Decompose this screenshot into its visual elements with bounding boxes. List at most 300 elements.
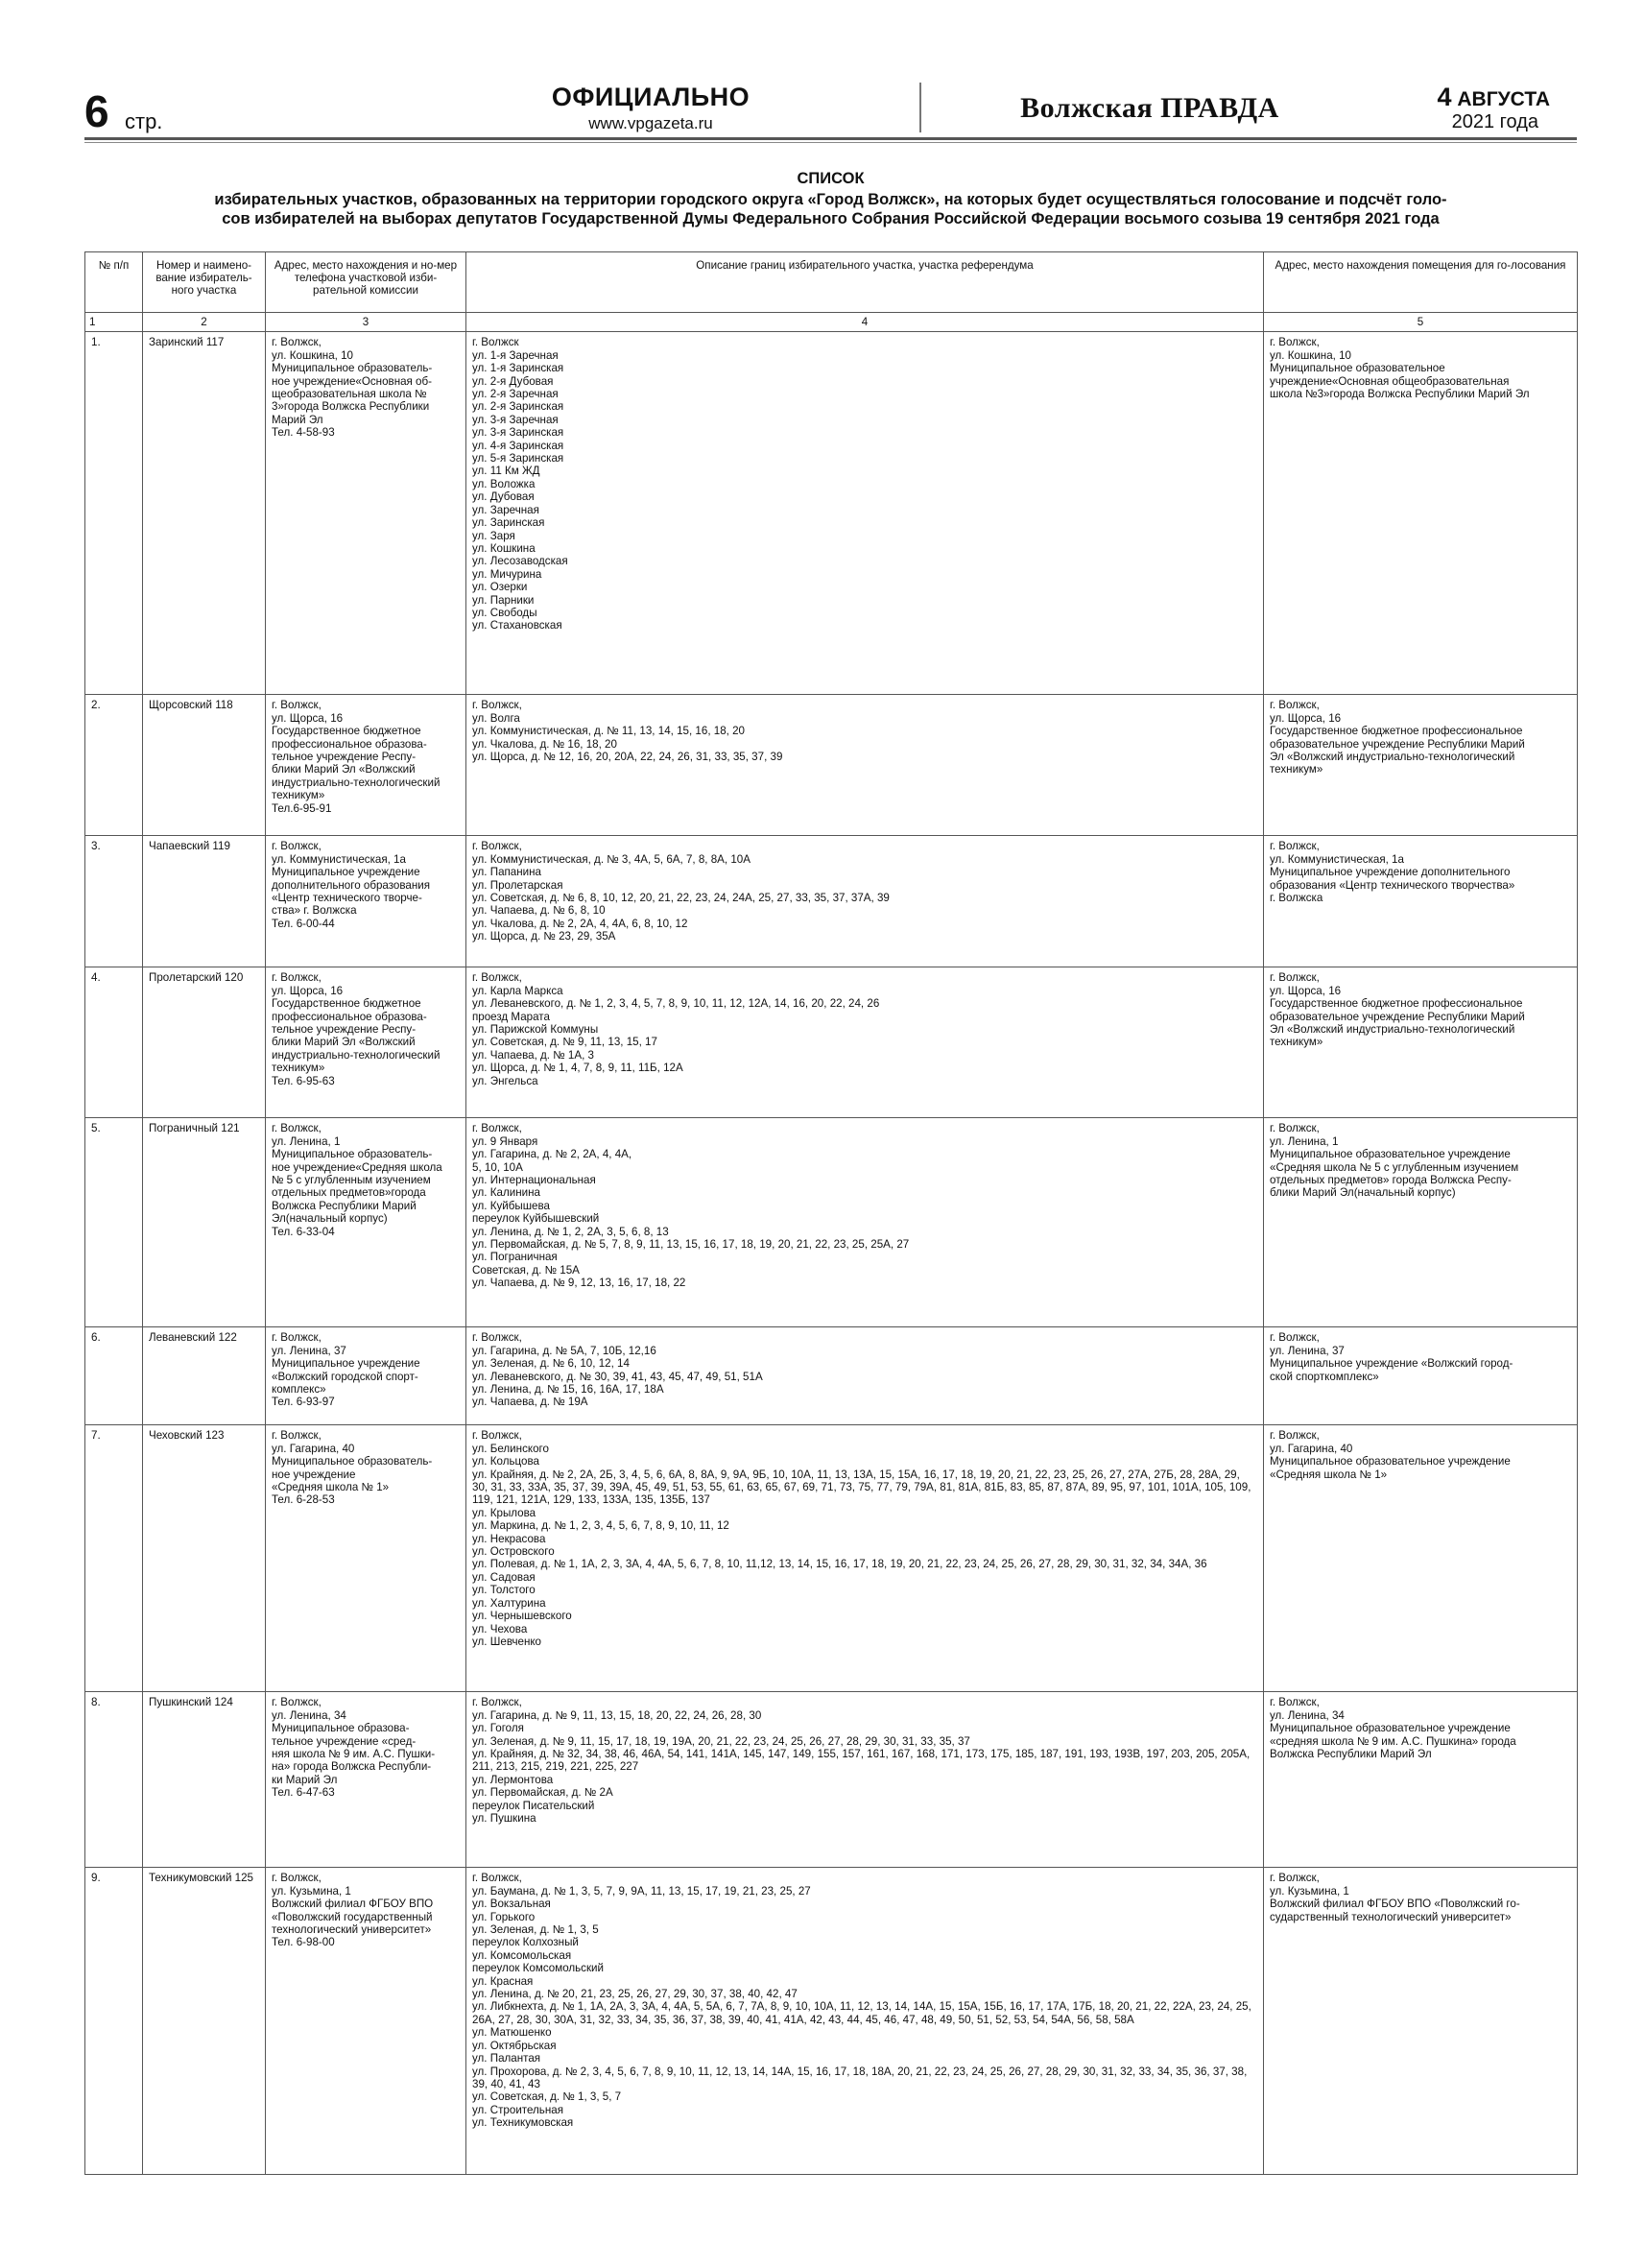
voting-place-line: Эл «Волжский индустриально-технологический xyxy=(1270,751,1515,764)
commission-line: дополнительного образования xyxy=(272,878,430,892)
column-number: 5 xyxy=(1264,313,1578,332)
commission-line: г. Волжск, xyxy=(272,336,322,349)
description-line: ул. 11 Км ЖД xyxy=(472,465,540,478)
description-line: ул. Зеленая, д. № 9, 11, 15, 17, 18, 19, 19А, 20, 21, 22, 23, 24, 25, 26, 27, 28, 29, 30, 31, 33, 35, 37 xyxy=(472,1734,970,1748)
description-line: ул. Воложка xyxy=(472,477,536,490)
voting-place-line: г. Волжск, xyxy=(1270,699,1320,712)
station-number xyxy=(85,695,143,836)
table-row xyxy=(85,836,1578,967)
description-line: ул. Чапаева, д. № 19А xyxy=(472,1396,588,1409)
voting-place-line: техникум» xyxy=(1270,763,1323,776)
table-row xyxy=(85,1118,1578,1327)
station-name-text: Чеховский 123 xyxy=(149,1429,225,1443)
commission-line: г. Волжск, xyxy=(272,1122,322,1135)
boundaries-description xyxy=(466,1118,1264,1327)
commission-line: «Волжский городской спорт- xyxy=(272,1370,418,1383)
commission-line: Государственное бюджетное xyxy=(272,725,421,738)
commission-line: Государственное бюджетное xyxy=(272,997,421,1011)
voting-place-line: Муниципальное образовательное учреждение xyxy=(1270,1722,1511,1735)
description-line: г. Волжск, xyxy=(472,1696,522,1709)
voting-place-line: «Средняя школа № 1» xyxy=(1270,1468,1388,1481)
description-line: ул. Горького xyxy=(472,1910,536,1923)
commission-line: Волжска Республики Марий xyxy=(272,1199,417,1212)
commission-line: № 5 с углубленным изучением xyxy=(272,1174,431,1187)
voting-place-line: техникум» xyxy=(1270,1036,1323,1049)
voting-place-line: г. Волжск, xyxy=(1270,971,1320,985)
description-line: ул. Гагарина, д. № 5А, 7, 10Б, 12,16 xyxy=(472,1344,656,1357)
voting-place-line: Волжский филиал ФГБОУ ВПО «Поволжский го- xyxy=(1270,1898,1520,1911)
commission-address xyxy=(266,967,466,1118)
table-row xyxy=(85,695,1578,836)
voting-place-line: Волжска Республики Марий Эл xyxy=(1270,1748,1432,1761)
commission-address xyxy=(266,1425,466,1692)
description-line: ул. Строительная xyxy=(472,2103,563,2116)
issue-date xyxy=(1438,83,1551,112)
table-row xyxy=(85,1868,1578,2175)
commission-line: Эл(начальный корпус) xyxy=(272,1212,388,1226)
station-name xyxy=(143,695,266,836)
boundaries-description xyxy=(466,1868,1264,2175)
commission-line: 3»города Волжска Республики xyxy=(272,400,430,414)
station-name-text: Щорсовский 118 xyxy=(149,699,233,712)
description-line: ул. Волга xyxy=(472,711,520,725)
column-number: 4 xyxy=(466,313,1264,332)
description-line: проезд Марата xyxy=(472,1010,550,1023)
voting-place-line: г. Волжск, xyxy=(1270,1429,1320,1443)
description-line: ул. 1-я Заринская xyxy=(472,362,564,375)
description-line: г. Волжск, xyxy=(472,840,522,853)
commission-line: ное учреждение xyxy=(272,1468,356,1481)
commission-line: г. Волжск, xyxy=(272,1331,322,1345)
commission-line: Тел. 6-00-44 xyxy=(272,917,335,930)
station-name-text: Пушкинский 124 xyxy=(149,1696,233,1709)
commission-line: г. Волжск, xyxy=(272,1429,322,1443)
voting-place-line: ул. Ленина, 1 xyxy=(1270,1134,1339,1148)
commission-line: Тел. 6-33-04 xyxy=(272,1225,335,1238)
description-line: ул. Крылова xyxy=(472,1506,536,1519)
commission-line: ул. Ленина, 37 xyxy=(272,1344,346,1357)
voting-place-line: «средняя школа № 9 им. А.С. Пушкина» города xyxy=(1270,1734,1516,1748)
station-number-text: 1. xyxy=(91,336,101,349)
station-number xyxy=(85,1118,143,1327)
description-line: ул. Первомайская, д. № 2А xyxy=(472,1786,613,1800)
commission-line: г. Волжск, xyxy=(272,1872,322,1885)
commission-line: тельное учреждение Респу- xyxy=(272,751,417,764)
voting-place-line: г. Волжск, xyxy=(1270,840,1320,853)
station-number-text: 4. xyxy=(91,971,101,985)
commission-line: «Центр технического творче- xyxy=(272,892,422,905)
commission-line: Муниципальное образова- xyxy=(272,1722,410,1735)
description-line: ул. Озерки xyxy=(472,581,528,594)
description-line: ул. Полевая, д. № 1, 1А, 2, 3, 3А, 4, 4А, 5, 6, 7, 8, 10, 11,12, 13, 14, 15, 16, 17, 18, 19, 20, 21, 22, 23, 24, 25, 26, 27, 28, 29, 30, 31, 32, 34, 34А, 36 xyxy=(472,1558,1207,1571)
description-line: ул. Гагарина, д. № 2, 2А, 4, 4А, xyxy=(472,1148,632,1161)
commission-line: профессиональное образова- xyxy=(272,1010,427,1023)
commission-line: Марий Эл xyxy=(272,413,323,426)
station-number xyxy=(85,1327,143,1425)
boundaries-description xyxy=(466,695,1264,836)
description-line: ул. Куйбышева xyxy=(472,1199,550,1212)
column-number: 1 xyxy=(85,313,143,332)
description-line: ул. Советская, д. № 9, 11, 13, 15, 17 xyxy=(472,1036,657,1049)
description-line: ул. 9 Января xyxy=(472,1134,538,1148)
commission-line: ул. Щорса, 16 xyxy=(272,984,344,997)
voting-place-line: Государственное бюджетное профессиональное xyxy=(1270,997,1523,1011)
commission-line: г. Волжск, xyxy=(272,1696,322,1709)
description-line: переулок Писательский xyxy=(472,1799,595,1812)
header-commission-address: Адрес, место нахождения и но-мер телефона участковой изби-рательной комиссии xyxy=(266,252,466,313)
description-line: ул. Садовая xyxy=(472,1570,536,1584)
boundaries-description xyxy=(466,967,1264,1118)
commission-line: ул. Ленина, 34 xyxy=(272,1708,346,1722)
description-line: ул. Зеленая, д. № 6, 10, 12, 14 xyxy=(472,1357,630,1371)
description-line: ул. Красная xyxy=(472,1974,534,1988)
description-line: ул. Халтурина xyxy=(472,1596,546,1610)
description-line: г. Волжск, xyxy=(472,1122,522,1135)
voting-place-address xyxy=(1264,836,1578,967)
voting-place-line: ул. Кошкина, 10 xyxy=(1270,348,1351,362)
description-line: ул. Чкалова, д. № 16, 18, 20 xyxy=(472,737,617,751)
commission-line: ул. Коммунистическая, 1а xyxy=(272,852,406,866)
station-number xyxy=(85,1692,143,1868)
commission-line: ки Марий Эл xyxy=(272,1773,338,1786)
commission-line: тельное учреждение Респу- xyxy=(272,1023,417,1037)
page-suffix: стр. xyxy=(125,109,163,133)
station-number-text: 7. xyxy=(91,1429,101,1443)
website-link[interactable]: www.vpgazeta.ru xyxy=(588,114,713,132)
description-line: г. Волжск, xyxy=(472,699,522,712)
commission-line: Муниципальное образователь- xyxy=(272,1148,433,1161)
voting-place-line: «Средняя школа № 5 с углубленным изучением xyxy=(1270,1160,1519,1174)
description-line: ул. Кольцова xyxy=(472,1455,539,1468)
voting-place-address xyxy=(1264,1118,1578,1327)
commission-line: Тел. 6-95-63 xyxy=(272,1074,335,1087)
commission-line: технологический университет» xyxy=(272,1923,432,1937)
voting-place-address xyxy=(1264,332,1578,695)
description-line: ул. Октябрьская xyxy=(472,2039,557,2052)
page-number: 6 xyxy=(84,86,109,136)
station-number xyxy=(85,332,143,695)
document-subtitle-line: избирательных участков, образованных на территории городского округа «Город Волжск», на которых будет осуществляться голосование и подсчёт голо- xyxy=(214,191,1447,208)
station-name xyxy=(143,967,266,1118)
description-line: ул. Калинина xyxy=(472,1186,540,1200)
header-number: № п/п xyxy=(85,252,143,313)
commission-line: ное учреждение«Основная об- xyxy=(272,374,432,388)
voting-place-line: ул. Щорса, 16 xyxy=(1270,984,1342,997)
voting-place-line: образовательное учреждение Республики Марий xyxy=(1270,737,1525,751)
description-line: ул. Стахановская xyxy=(472,619,562,633)
description-line: ул. Карла Маркса xyxy=(472,984,563,997)
commission-line: ул. Щорса, 16 xyxy=(272,711,344,725)
section-title: ОФИЦИАЛЬНО xyxy=(551,83,751,111)
commission-line: «Средняя школа № 1» xyxy=(272,1481,390,1494)
commission-line: г. Волжск, xyxy=(272,840,322,853)
description-line: ул. Леваневского, д. № 30, 39, 41, 43, 45, 47, 49, 51, 51А xyxy=(472,1370,763,1383)
description-line: ул. 2-я Заречная xyxy=(472,388,559,401)
description-line: ул. Баумана, д. № 1, 3, 5, 7, 9, 9А, 11, 13, 15, 17, 19, 21, 23, 25, 27 xyxy=(472,1884,811,1898)
description-line: ул. Мичурина xyxy=(472,567,542,581)
issue-month: АВГУСТА xyxy=(1457,88,1550,110)
description-line: ул. 1-я Заречная xyxy=(472,348,559,362)
description-line: ул. Ленина, д. № 15, 16, 16А, 17, 18А xyxy=(472,1383,664,1397)
document-subtitle-line: сов избирателей на выборах депутатов Государственной Думы Федерального Собрания Российской Федерации восьмого созыва 19 сентября 2021 года xyxy=(222,210,1440,227)
station-name xyxy=(143,1868,266,2175)
commission-line: ул. Ленина, 1 xyxy=(272,1134,341,1148)
description-line: ул. 2-я Дубовая xyxy=(472,374,554,388)
description-line: ул. Комсомольская xyxy=(472,1948,572,1962)
description-line: ул. Свободы xyxy=(472,606,537,619)
description-line: ул. Советская, д. № 6, 8, 10, 12, 20, 21, 22, 23, 24, 24А, 25, 27, 33, 35, 37, 37А, 39 xyxy=(472,892,890,905)
masthead xyxy=(84,83,1577,144)
description-line: ул. Советская, д. № 1, 3, 5, 7 xyxy=(472,2090,622,2104)
description-line: ул. 3-я Заречная xyxy=(472,413,559,426)
description-line: ул. Коммунистическая, д. № 3, 4А, 5, 6А, 7, 8, 8А, 10А xyxy=(472,852,751,866)
station-name xyxy=(143,332,266,695)
station-number-text: 6. xyxy=(91,1331,101,1345)
description-line: ул. Ленина, д. № 1, 2, 2А, 3, 5, 6, 8, 13 xyxy=(472,1225,669,1238)
description-line: ул. Пограничная xyxy=(472,1251,558,1264)
voting-place-address xyxy=(1264,967,1578,1118)
table-row xyxy=(85,1692,1578,1868)
commission-line: ул. Кошкина, 10 xyxy=(272,348,353,362)
issue-year: 2021 года xyxy=(1451,111,1538,132)
description-line: переулок Комсомольский xyxy=(472,1962,605,1975)
commission-address xyxy=(266,695,466,836)
station-number xyxy=(85,1868,143,2175)
description-line: ул. Крайняя, д. № 2, 2А, 2Б, 3, 4, 5, 6, 6А, 8, 8А, 9, 9А, 9Б, 10, 10А, 11, 13, 13А, 15, 15А, 16, 17, 18, 19, 20, 21, 22, 23, 25, 26, 27, 27А, 27Б, 28, 28А, 29, 30, 31, 33, 33А, 35, 37, 39, 39А, 45, 49, 51, 53, 55, 61, 63, 65, 67, 69, 71, 73, 75, 77, 79, 79А, 81, 81А, 81Б, 83, 85, 87, 87А, 89, 95, 97, 101, 101А, 105, 109, 119, 121, 121А, 129, 133, 133А, 135, 135Б, 137 xyxy=(472,1468,1251,1507)
description-line: г. Волжск, xyxy=(472,1429,522,1443)
station-name-text: Заринский 117 xyxy=(149,336,225,349)
description-line: ул. Ленина, д. № 20, 21, 23, 25, 26, 27, 29, 30, 37, 38, 40, 42, 47 xyxy=(472,1988,798,2001)
commission-line: тельное учреждение «сред- xyxy=(272,1734,417,1748)
voting-place-address xyxy=(1264,1868,1578,2175)
description-line: ул. Чехова xyxy=(472,1622,528,1635)
voting-place-line: ул. Щорса, 16 xyxy=(1270,711,1342,725)
station-number-text: 2. xyxy=(91,699,101,712)
column-number-row xyxy=(85,313,1578,332)
commission-line: блики Марий Эл «Волжский xyxy=(272,763,416,776)
voting-place-line: ул. Ленина, 34 xyxy=(1270,1708,1345,1722)
station-number xyxy=(85,836,143,967)
commission-line: профессиональное образова- xyxy=(272,737,427,751)
commission-line: щеобразовательная школа № xyxy=(272,388,427,401)
description-line: ул. Палантая xyxy=(472,2052,541,2065)
commission-line: г. Волжск, xyxy=(272,699,322,712)
description-line: ул. 4-я Заринская xyxy=(472,439,564,452)
voting-place-line: г. Волжск, xyxy=(1270,1872,1320,1885)
voting-place-line: г. Волжска xyxy=(1270,892,1323,905)
voting-place-line: образования «Центр технического творчества» xyxy=(1270,878,1515,892)
boundaries-description xyxy=(466,836,1264,967)
commission-line: Муниципальное образователь- xyxy=(272,1455,433,1468)
description-line: ул. Чкалова, д. № 2, 2А, 4, 4А, 6, 8, 10, 12 xyxy=(472,917,688,930)
station-name-text: Леваневский 122 xyxy=(149,1331,237,1345)
description-line: ул. Либкнехта, д. № 1, 1А, 2А, 3, 3А, 4, 4А, 5, 5А, 6, 7, 7А, 8, 9, 10, 10А, 11, 12, 13, 14, 14А, 15, 15А, 15Б, 16, 17, 17А, 17Б, 18, 20, 21, 22, 22А, 23, 24, 25, 26А, 27, 28, 30, 30А, 31, 32, 33, 34, 35, 36, 37, 38, 39, 40, 41, 41А, 42, 43, 44, 45, 46, 47, 48, 49, 50, 51, 52, 53, 54, 54А, 56, 58, 58А xyxy=(472,2000,1251,2026)
description-line: ул. 5-я Заринская xyxy=(472,452,564,466)
station-number xyxy=(85,967,143,1118)
station-name-text: Чапаевский 119 xyxy=(149,840,230,853)
description-line: ул. Толстого xyxy=(472,1584,536,1597)
header-rule-thin xyxy=(84,142,1577,143)
station-number-text: 5. xyxy=(91,1122,101,1135)
document-title: СПИСОК xyxy=(797,170,865,187)
voting-place-line: ской спорткомплекс» xyxy=(1270,1370,1379,1383)
commission-line: ное учреждение«Средняя школа xyxy=(272,1160,442,1174)
commission-address xyxy=(266,1327,466,1425)
header-rule xyxy=(84,137,1577,140)
description-line: ул. Гоголя xyxy=(472,1722,524,1735)
description-line: Советская, д. № 15А xyxy=(472,1263,580,1277)
station-number-text: 8. xyxy=(91,1696,101,1709)
header-boundaries: Описание границ избирательного участка, участка референдума xyxy=(466,252,1264,313)
voting-place-line: отдельных предметов» города Волжска Респу- xyxy=(1270,1174,1512,1187)
description-line: ул. Крайняя, д. № 32, 34, 38, 46, 46А, 54, 141, 141А, 145, 147, 149, 155, 157, 161, 167, 168, 171, 173, 175, 185, 187, 191, 193, 193В, 197, 203, 205, 205А, 211, 213, 215, 219, 221, 225, 227 xyxy=(472,1748,1251,1774)
description-line: ул. Матюшенко xyxy=(472,2026,552,2040)
description-line: переулок Куйбышевский xyxy=(472,1212,600,1226)
commission-address xyxy=(266,332,466,695)
boundaries-description xyxy=(466,1327,1264,1425)
station-number-text: 3. xyxy=(91,840,101,853)
description-line: ул. Зеленая, д. № 1, 3, 5 xyxy=(472,1923,599,1937)
commission-line: Тел.6-95-91 xyxy=(272,801,332,815)
boundaries-description xyxy=(466,332,1264,695)
voting-place-line: ул. Кузьмина, 1 xyxy=(1270,1884,1349,1898)
table-row xyxy=(85,1425,1578,1692)
description-line: ул. Чернышевского xyxy=(472,1610,572,1623)
description-line: ул. Маркина, д. № 1, 2, 3, 4, 5, 6, 7, 8, 9, 10, 11, 12 xyxy=(472,1519,729,1533)
voting-place-line: ул. Гагарина, 40 xyxy=(1270,1442,1353,1455)
description-line: ул. Прохорова, д. № 2, 3, 4, 5, 6, 7, 8, 9, 10, 11, 12, 13, 14, 14А, 15, 16, 17, 18, 18А, 20, 21, 22, 23, 24, 25, 26, 27, 28, 29, 30, 31, 32, 33, 34, 35, 36, 37, 38, 39, 40, 41, 43 xyxy=(472,2065,1248,2090)
description-line: ул. Лермонтова xyxy=(472,1773,554,1786)
description-line: ул. Пушкина xyxy=(472,1812,536,1826)
table-body xyxy=(85,332,1578,2175)
commission-line: няя школа № 9 им. А.С. Пушки- xyxy=(272,1748,436,1761)
polling-stations-table xyxy=(84,251,1578,2175)
description-line: г. Волжск, xyxy=(472,971,522,985)
voting-place-line: Муниципальное образовательное учреждение xyxy=(1270,1148,1511,1161)
boundaries-description xyxy=(466,1425,1264,1692)
commission-line: блики Марий Эл «Волжский xyxy=(272,1036,416,1049)
station-name-text: Техникумовский 125 xyxy=(149,1872,254,1885)
description-line: ул. Некрасова xyxy=(472,1532,546,1545)
description-line: ул. Щорса, д. № 1, 4, 7, 8, 9, 11, 11Б, 12А xyxy=(472,1062,683,1075)
description-line: ул. Белинского xyxy=(472,1442,549,1455)
station-name xyxy=(143,1118,266,1327)
commission-line: «Поволжский государственный xyxy=(272,1910,433,1923)
commission-address xyxy=(266,1692,466,1868)
description-line: ул. Островского xyxy=(472,1545,555,1559)
station-name xyxy=(143,836,266,967)
description-line: ул. Парижской Коммуны xyxy=(472,1023,599,1037)
voting-place-line: г. Волжск, xyxy=(1270,1122,1320,1135)
masthead-divider xyxy=(919,83,921,132)
description-line: ул. Коммунистическая, д. № 11, 13, 14, 15, 16, 18, 20 xyxy=(472,725,745,738)
description-line: ул. Щорса, д. № 23, 29, 35А xyxy=(472,930,616,943)
station-name-text: Пограничный 121 xyxy=(149,1122,240,1135)
description-line: ул. Папанина xyxy=(472,866,541,879)
column-number: 2 xyxy=(143,313,266,332)
commission-line: отдельных предметов»города xyxy=(272,1186,426,1200)
description-line: ул. Чапаева, д. № 1А, 3 xyxy=(472,1048,594,1062)
commission-line: ства» г. Волжска xyxy=(272,904,357,918)
voting-place-line: г. Волжск, xyxy=(1270,1696,1320,1709)
description-line: ул. Техникумовская xyxy=(472,2116,574,2130)
description-line: ул. Щорса, д. № 12, 16, 20, 20А, 22, 24, 26, 31, 33, 35, 37, 39 xyxy=(472,751,783,764)
table-row xyxy=(85,967,1578,1118)
voting-place-line: Муниципальное учреждение «Волжский город- xyxy=(1270,1357,1513,1371)
station-name-text: Пролетарский 120 xyxy=(149,971,244,985)
commission-line: техникум» xyxy=(272,1062,325,1075)
description-line: переулок Колхозный xyxy=(472,1936,579,1949)
voting-place-line: Муниципальное образовательное учреждение xyxy=(1270,1455,1511,1468)
description-line: ул. Шевченко xyxy=(472,1635,542,1648)
document-subtitle xyxy=(84,190,1577,228)
voting-place-address xyxy=(1264,1692,1578,1868)
description-line: ул. Дубовая xyxy=(472,490,535,504)
commission-line: Тел. 6-98-00 xyxy=(272,1936,335,1949)
commission-line: Муниципальное образователь- xyxy=(272,362,433,375)
description-line: 5, 10, 10А xyxy=(472,1160,523,1174)
commission-line: комплекс» xyxy=(272,1383,326,1397)
description-line: ул. Заречная xyxy=(472,503,539,516)
issue-day: 4 xyxy=(1437,83,1452,111)
voting-place-line: сударственный технологический университет» xyxy=(1270,1910,1512,1923)
table-row xyxy=(85,1327,1578,1425)
description-line: г. Волжск, xyxy=(472,1331,522,1345)
voting-place-line: образовательное учреждение Республики Марий xyxy=(1270,1010,1525,1023)
station-name xyxy=(143,1692,266,1868)
voting-place-line: Государственное бюджетное профессиональное xyxy=(1270,725,1523,738)
description-line: ул. 2-я Заринская xyxy=(472,400,564,414)
description-line: ул. Вокзальная xyxy=(472,1898,551,1911)
voting-place-line: блики Марий Эл(начальный корпус) xyxy=(1270,1186,1456,1200)
description-line: ул. Энгельса xyxy=(472,1074,538,1087)
description-line: ул. Пролетарская xyxy=(472,878,563,892)
description-line: г. Волжск xyxy=(472,336,519,349)
voting-place-line: Муниципальное образовательное xyxy=(1270,362,1445,375)
commission-line: Муниципальное учреждение xyxy=(272,1357,420,1371)
newspaper-name: Волжская ПРАВДА xyxy=(1020,92,1279,124)
commission-line: Муниципальное учреждение xyxy=(272,866,420,879)
voting-place-address xyxy=(1264,695,1578,836)
commission-line: Тел. 4-58-93 xyxy=(272,426,335,440)
station-number-text: 9. xyxy=(91,1872,101,1885)
commission-line: ул. Гагарина, 40 xyxy=(272,1442,355,1455)
voting-place-line: Муниципальное учреждение дополнительного xyxy=(1270,866,1511,879)
station-number xyxy=(85,1425,143,1692)
description-line: ул. Лесозаводская xyxy=(472,555,568,568)
description-line: ул. Чапаева, д. № 6, 8, 10 xyxy=(472,904,606,918)
header-voting-place: Адрес, место нахождения помещения для го-лосования xyxy=(1264,252,1578,313)
commission-line: Тел. 6-93-97 xyxy=(272,1396,335,1409)
description-line: ул. Чапаева, д. № 9, 12, 13, 16, 17, 18, 22 xyxy=(472,1277,686,1290)
description-line: г. Волжск, xyxy=(472,1872,522,1885)
description-line: ул. 3-я Заринская xyxy=(472,426,564,440)
voting-place-line: ул. Ленина, 37 xyxy=(1270,1344,1345,1357)
voting-place-line: ул. Коммунистическая, 1а xyxy=(1270,852,1404,866)
description-line: ул. Леваневского, д. № 1, 2, 3, 4, 5, 7, 8, 9, 10, 11, 12, 12А, 14, 16, 20, 22, 24, 26 xyxy=(472,997,880,1011)
commission-line: на» города Волжска Республи- xyxy=(272,1760,432,1774)
commission-address xyxy=(266,1868,466,2175)
table-row xyxy=(85,332,1578,695)
voting-place-line: учреждение«Основная общеобразовательная xyxy=(1270,374,1510,388)
commission-address xyxy=(266,1118,466,1327)
description-line: ул. Первомайская, д. № 5, 7, 8, 9, 11, 13, 15, 16, 17, 18, 19, 20, 21, 22, 23, 25, 25А, 27 xyxy=(472,1238,910,1252)
description-line: ул. Гагарина, д. № 9, 11, 13, 15, 18, 20, 22, 24, 26, 28, 30 xyxy=(472,1708,762,1722)
commission-line: Волжский филиал ФГБОУ ВПО xyxy=(272,1898,434,1911)
voting-place-address xyxy=(1264,1327,1578,1425)
commission-line: Тел. 6-47-63 xyxy=(272,1786,335,1800)
voting-place-address xyxy=(1264,1425,1578,1692)
